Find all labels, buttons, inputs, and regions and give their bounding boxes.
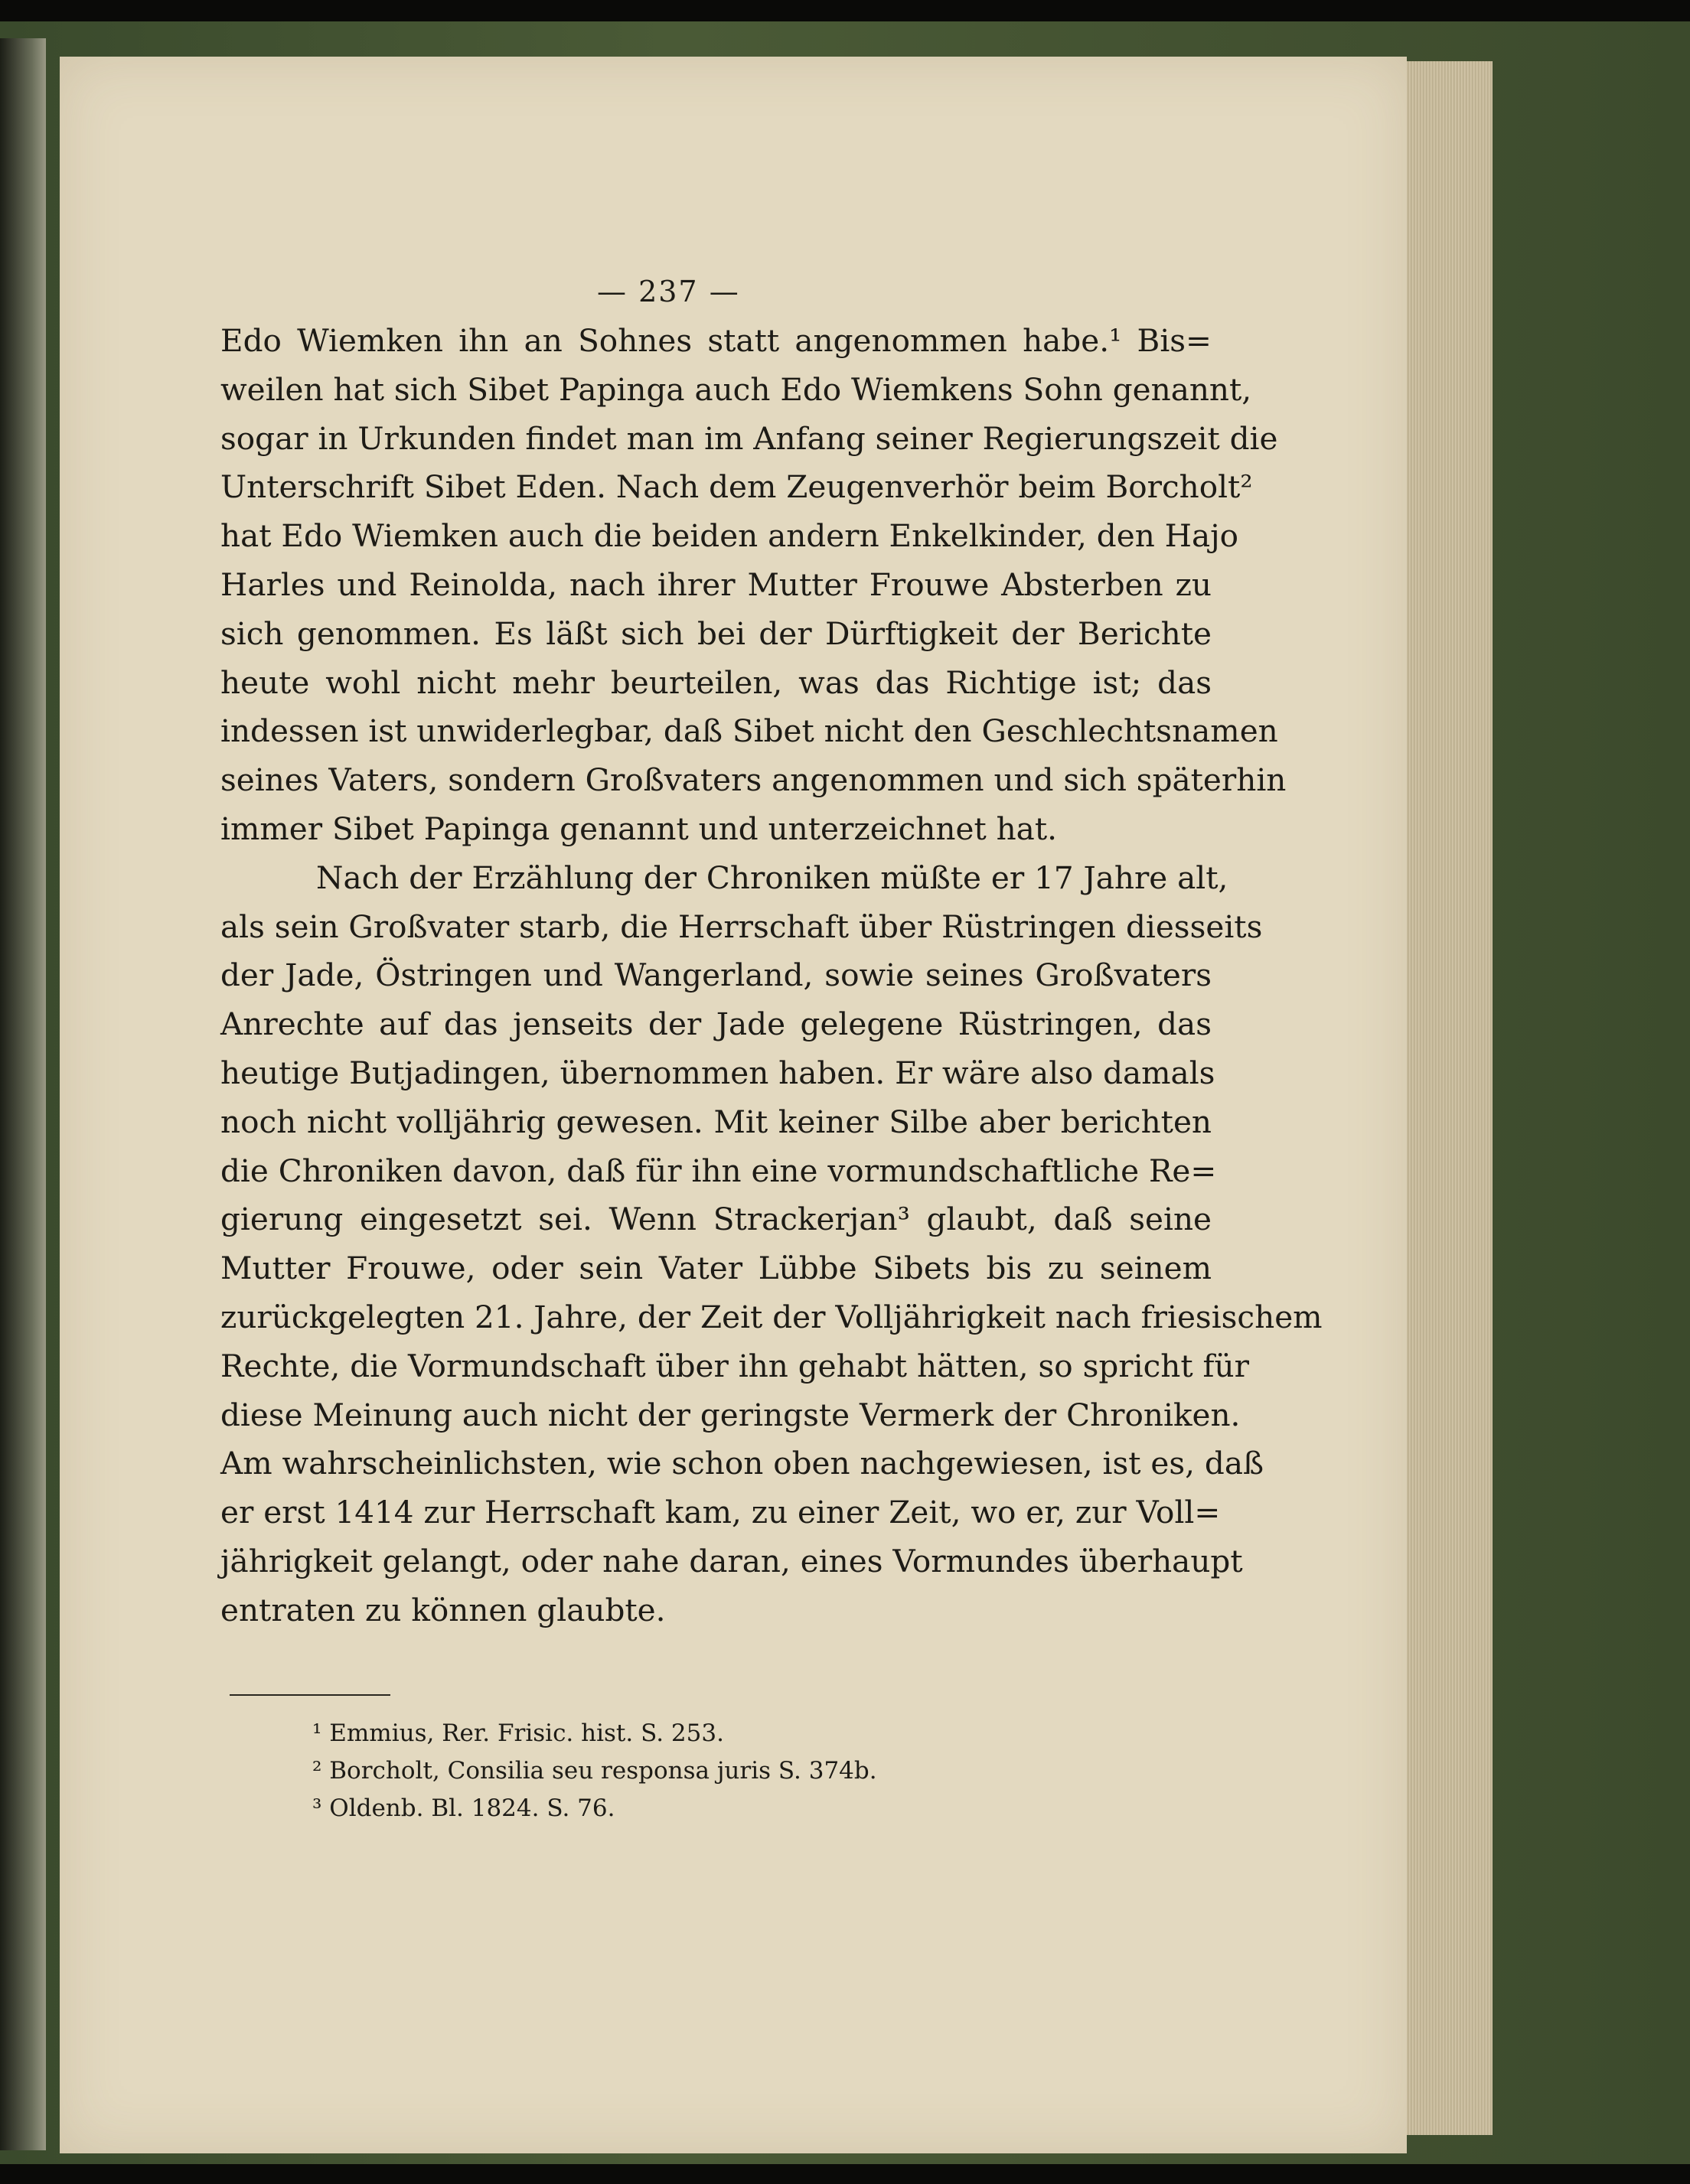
footnote-divider xyxy=(230,1694,390,1696)
text-line: entraten zu können glaubte. xyxy=(220,1591,666,1628)
footnote-2: ² Borcholt, Consilia seu responsa juris S. 374b. xyxy=(312,1757,877,1785)
adjacent-page-edge xyxy=(0,38,46,2150)
text-line: sogar in Urkunden findet man im Anfang seiner Regierungszeit die xyxy=(220,419,1278,457)
text-line: immer Sibet Papinga genannt und unterzeichnet hat. xyxy=(220,810,1057,847)
text-line: jährigkeit gelangt, oder nahe daran, eines Vormundes überhaupt xyxy=(220,1542,1243,1579)
text-line: heutige Butjadingen, übernommen haben. Er wäre also damals xyxy=(220,1054,1215,1091)
text-line: Edo Wiemken ihn an Sohnes statt angenommen habe.¹ Bis= xyxy=(220,322,1212,359)
text-line: Unterschrift Sibet Eden. Nach dem Zeugenverhör beim Borcholt² xyxy=(220,468,1253,506)
text-line: sich genommen. Es läßt sich bei der Dürftigkeit der Berichte xyxy=(220,614,1212,652)
text-line: der Jade, Östringen und Wangerland, sowie seines Großvaters xyxy=(220,957,1212,994)
text-line: weilen hat sich Sibet Papinga auch Edo Wiemkens Sohn genannt, xyxy=(220,370,1252,408)
text-line: Harles und Reinolda, nach ihrer Mutter Frouwe Absterben zu xyxy=(220,566,1212,603)
text-line: zurückgelegten 21. Jahre, der Zeit der Volljährigkeit nach friesischem xyxy=(220,1298,1323,1335)
text-line: hat Edo Wiemken auch die beiden andern Enkelkinder, den Hajo xyxy=(220,517,1239,555)
text-line: diese Meinung auch nicht der geringste Vermerk der Chroniken. xyxy=(220,1396,1241,1433)
text-line: noch nicht volljährig gewesen. Mit keiner Silbe aber berichten xyxy=(220,1103,1212,1140)
text-line: Am wahrscheinlichsten, wie schon oben nachgewiesen, ist es, daß xyxy=(220,1445,1264,1482)
paragraph-2 xyxy=(220,854,1323,1635)
footnote-3: ³ Oldenb. Bl. 1824. S. 76. xyxy=(312,1794,615,1822)
footnote-1: ¹ Emmius, Rer. Frisic. hist. S. 253. xyxy=(312,1719,724,1747)
text-line: die Chroniken davon, daß für ihn eine vormundschaftliche Re= xyxy=(220,1152,1217,1189)
paragraph-1 xyxy=(220,317,1287,854)
text-line: seines Vaters, sondern Großvaters angenommen und sich späterhin xyxy=(220,761,1287,799)
text-line: indessen ist unwiderlegbar, daß Sibet nicht den Geschlechtsnamen xyxy=(220,712,1278,750)
book-page xyxy=(60,57,1407,2153)
text-line: als sein Großvater starb, die Herrschaft über Rüstringen diesseits xyxy=(220,908,1263,945)
text-line: gierung eingesetzt sei. Wenn Strackerjan³ glaubt, daß seine xyxy=(220,1201,1212,1238)
text-line: Rechte, die Vormundschaft über ihn gehabt hätten, so spricht für xyxy=(220,1347,1249,1384)
text-line: Nach der Erzählung der Chroniken müßte er 17 Jahre alt, xyxy=(316,859,1228,896)
main-text xyxy=(220,317,1323,1635)
text-line: heute wohl nicht mehr beurteilen, was das Richtige ist; das xyxy=(220,663,1212,701)
text-line: Mutter Frouwe, oder sein Vater Lübbe Sibets bis zu seinem xyxy=(220,1250,1212,1287)
text-line: er erst 1414 zur Herrschaft kam, zu einer Zeit, wo er, zur Voll= xyxy=(220,1494,1221,1531)
page-stack-edges xyxy=(1401,61,1493,2135)
page-number: — 237 — xyxy=(597,275,740,308)
footnotes xyxy=(312,1715,1001,1827)
text-line: Anrechte auf das jenseits der Jade gelegene Rüstringen, das xyxy=(220,1006,1212,1043)
